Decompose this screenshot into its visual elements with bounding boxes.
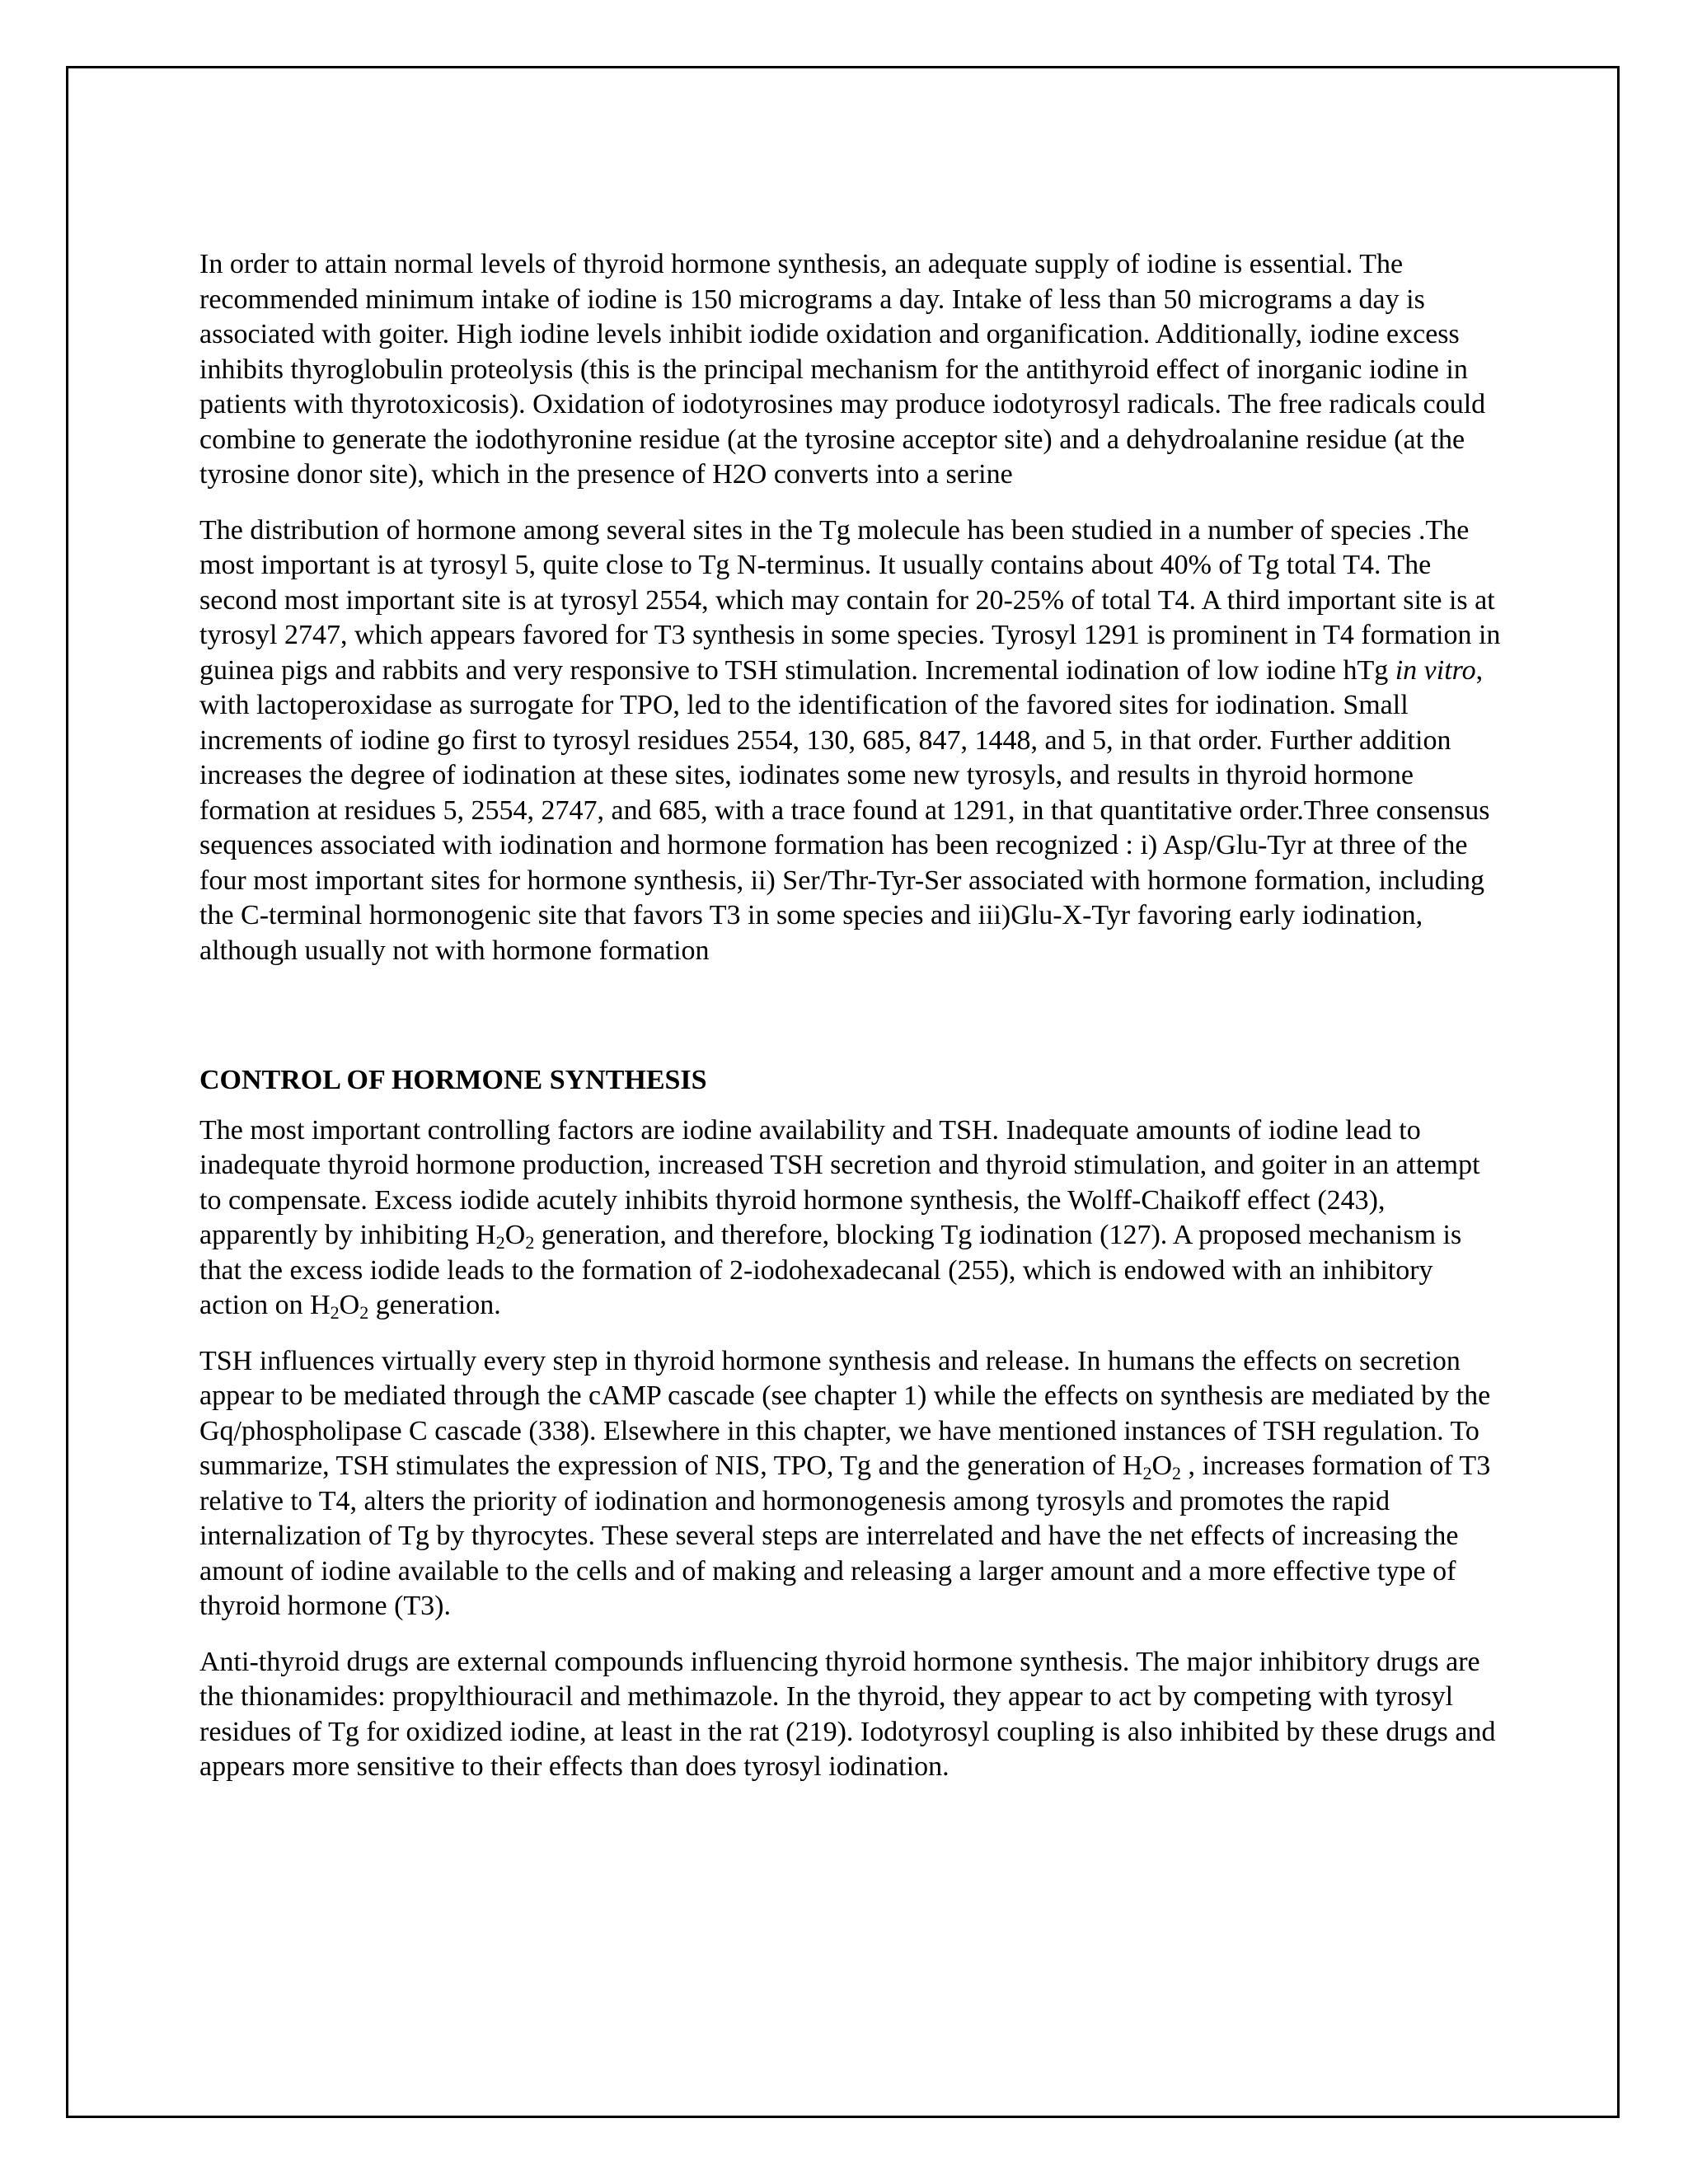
text-run: The distribution of hormone among several sites in the Tg molecule has been studied in a number of species .The most important is at tyrosyl 5, quite close to Tg N-terminus. It usually contains about 40% of Tg total T4. The second most important site is at tyrosyl 2554, which may contain for 20-25% of total T4. A third important site is at tyrosyl 2747, which appears favored for T3 synthesis in some species. Tyrosyl 1291 is prominent in T4 formation in guinea pigs and rabbits and very responsive to TSH stimulation. Incremental iodination of low iodine hTg (199, 514, 1501, 686)
document-body (199, 247, 1502, 1806)
paragraph-hormone-distribution (199, 513, 1502, 969)
text-run: TSH influences virtually every step in thyroid hormone synthesis and release. In humans the effects on secretion appear to be mediated through the cAMP cascade (see chapter 1) while the effects on synthesis are mediated by the Gq/phospholipase C cascade (338). Elsewhere in this chapter, we have mentioned instances of TSH regulation. To summarize, TSH stimulates the expression of NIS, TPO, Tg and the generation of H (199, 1345, 1491, 1481)
paragraph-iodine-supply: In order to attain normal levels of thyroid hormone synthesis, an adequate supply of iodine is essential. The recommended minimum intake of iodine is 150 micrograms a day. Intake of less than 50 micrograms a day is associated with goiter. High iodine levels inhibit iodide oxidation and organification. Additionally, iodine excess inhibits thyroglobulin proteolysis (this is the principal mechanism for the antithyroid effect of inorganic iodine in patients with thyrotoxicosis). Oxidation of iodotyrosines may produce iodotyrosyl radicals. The free radicals could combine to generate the iodothyronine residue (at the tyrosine acceptor site) and a dehydroalanine residue (at the tyrosine donor site), which in the presence of H2O converts into a serine (199, 249, 1486, 490)
text-run: generation, and therefore, blocking Tg iodination (127). A proposed mechanism is that the excess iodide leads to the formation of 2-iodohexadecanal (255), which is endowed with an inhibitory action on H (199, 1220, 1462, 1320)
subscript: 2 (359, 1302, 369, 1323)
paragraph-controlling-factors (199, 1113, 1502, 1324)
text-run: generation. (368, 1290, 501, 1320)
subscript: 2 (495, 1232, 505, 1253)
paragraph-anti-thyroid-drugs: Anti-thyroid drugs are external compounds influencing thyroid hormone synthesis. The major inhibitory drugs are the thionamides: propylthiouracil and methimazole. In the thyroid, they appear to act by competing with tyrosyl residues of Tg for oxidized iodine, at least in the rat (219). Iodotyrosyl coupling is also inhibited by these drugs and appears more sensitive to their effects than does tyrosyl iodination. (199, 1646, 1496, 1782)
section-heading: CONTROL OF HORMONE SYNTHESIS (199, 1065, 707, 1095)
subscript: 2 (1142, 1463, 1152, 1483)
subscript: 2 (330, 1302, 340, 1323)
paragraph-tsh-influence (199, 1344, 1502, 1624)
text-run: O (504, 1220, 526, 1250)
text-run: O (339, 1290, 360, 1320)
subscript: 2 (1172, 1463, 1182, 1483)
subscript: 2 (525, 1232, 535, 1253)
text-run: , with lactoperoxidase as surrogate for TPO, led to the identification of the favored sites for iodination. Small increments of iodine go first to tyrosyl residues 2554, 130, 685, 847, 1448, and 5, in that order. Further addition increases the degree of iodination at these sites, iodinates some new tyrosyls, and results in thyroid hormone formation at residues 5, 2554, 2747, and 685, with a trace found at 1291, in that quantitative order.Three consensus sequences associated with iodination and hormone formation has been recognized : i) Asp/Glu-Tyr at three of the four most important sites for hormone synthesis, ii) Ser/Thr-Tyr-Ser associated with hormone formation, including the C-terminal hormonogenic site that favors T3 in some species and iii)Glu-X-Tyr favoring early iodination, although usually not with hormone formation (199, 654, 1490, 966)
text-run: The most important controlling factors are iodine availability and TSH. Inadequate amounts of iodine lead to inadequate thyroid hormone production, increased TSH secretion and thyroid stimulation, and goiter in an attempt to compensate. Excess iodide acutely inhibits thyroid hormone synthesis, the Wolff-Chaikoff effect (243), apparently by inhibiting H (199, 1114, 1480, 1250)
text-run: , increases formation of T3 relative to T4, alters the priority of iodination and hormonogenesis among tyrosyls and promotes the rapid internalization of Tg by thyrocytes. These several steps are interrelated and have the net effects of increasing the amount of iodine available to the cells and of making and releasing a larger amount and a more effective type of thyroid hormone (T3). (199, 1451, 1491, 1621)
italic-text: in vitro (1395, 654, 1476, 686)
text-run: O (1151, 1451, 1173, 1481)
